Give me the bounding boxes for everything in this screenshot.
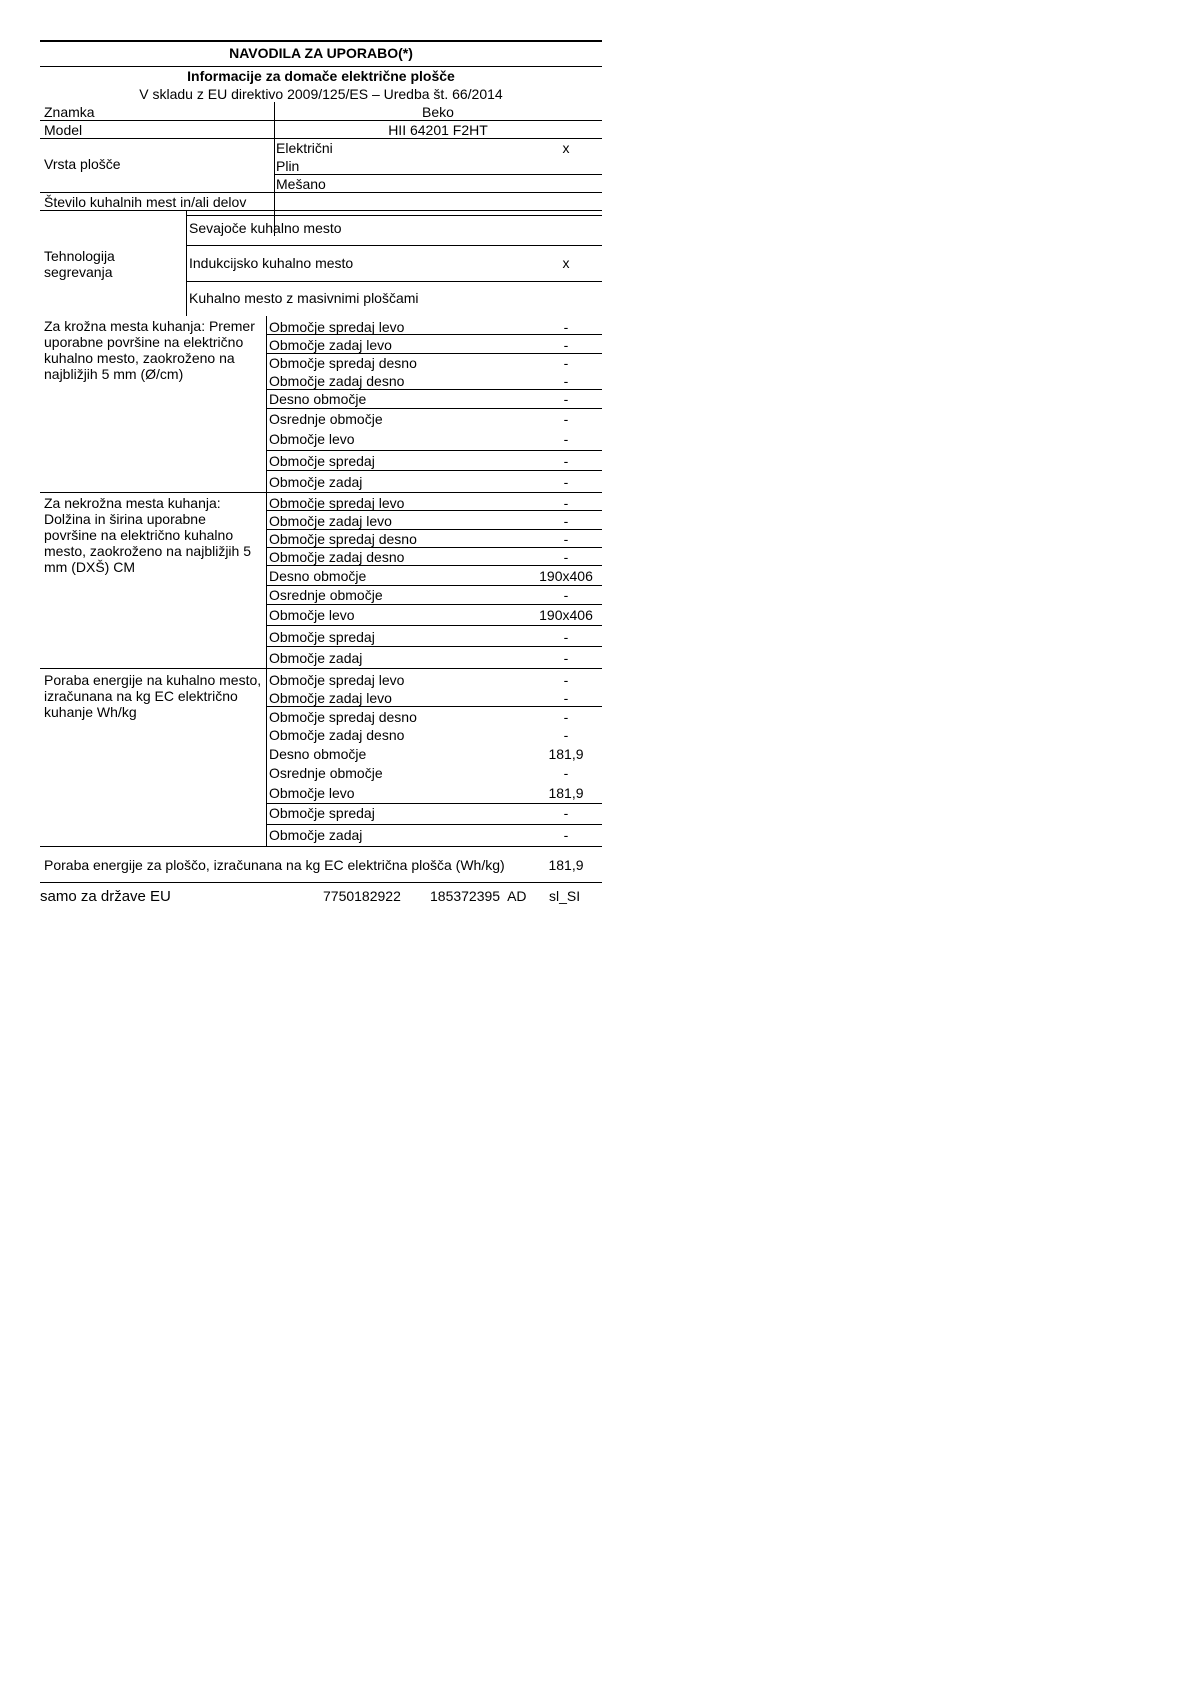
zone-value: - [563, 495, 569, 511]
divider [40, 882, 602, 883]
zone-label: Območje zadaj [269, 474, 363, 490]
total-energy-label: Poraba energije za ploščo, izračunana na kg EC električna plošča (Wh/kg) [44, 857, 505, 873]
zone-value: - [563, 709, 569, 725]
zone-label: Območje zadaj levo [269, 690, 392, 706]
heating-label: Tehnologija segrevanja [44, 248, 115, 280]
model-value: HII 64201 F2HT [388, 122, 488, 138]
column-divider [186, 210, 187, 316]
divider [266, 334, 602, 335]
directive-text: V skladu z EU direktivo 2009/125/ES – Uredba št. 66/2014 [139, 86, 503, 102]
hob-type-option: Električni [276, 140, 333, 156]
divider [40, 210, 602, 211]
zone-value: - [563, 411, 569, 427]
zone-label: Območje spredaj desno [269, 355, 417, 371]
divider [40, 138, 602, 139]
zone-label: Desno območje [269, 746, 367, 762]
zone-label: Območje spredaj [269, 453, 375, 469]
zone-value: - [563, 827, 569, 843]
zone-label: Območje zadaj desno [269, 549, 405, 565]
footer-locale: sl_SI [549, 888, 581, 904]
zone-value: - [563, 549, 569, 565]
heating-mark: x [562, 255, 570, 271]
divider [266, 389, 602, 390]
divider [40, 846, 602, 847]
divider [266, 585, 602, 586]
divider [266, 547, 602, 548]
zone-value: - [563, 355, 569, 371]
zone-label: Desno območje [269, 568, 367, 584]
zone-value: - [563, 453, 569, 469]
zone-label: Območje spredaj desno [269, 709, 417, 725]
zone-label: Območje zadaj levo [269, 337, 392, 353]
divider [40, 192, 602, 193]
zone-label: Območje spredaj levo [269, 672, 405, 688]
column-divider [266, 316, 267, 846]
zone-value: - [563, 319, 569, 335]
zone-label: Območje spredaj levo [269, 495, 405, 511]
zone-label: Desno območje [269, 391, 367, 407]
zone-label: Območje zadaj levo [269, 513, 392, 529]
energy-label: Poraba energije na kuhalno mesto, izračunana na kg EC električno kuhanje Wh/kg [44, 672, 262, 720]
brand-value: Beko [422, 104, 454, 120]
zone-value: - [563, 337, 569, 353]
zone-value: - [563, 391, 569, 407]
divider [266, 824, 602, 825]
divider [266, 510, 602, 511]
hob-type-option: Mešano [276, 176, 326, 192]
doc-subtitle: Informacije za domače električne plošče [187, 68, 455, 84]
zone-label: Območje zadaj [269, 827, 363, 843]
zone-value: - [563, 474, 569, 490]
zone-label: Območje spredaj levo [269, 319, 405, 335]
divider [40, 668, 602, 669]
zone-value: 181,9 [548, 785, 584, 801]
zone-value: - [563, 690, 569, 706]
zone-value: - [563, 431, 569, 447]
zone-label: Območje zadaj desno [269, 373, 405, 389]
zone-label: Osrednje območje [269, 587, 383, 603]
zone-value: - [563, 727, 569, 743]
divider [40, 492, 602, 493]
divider [266, 408, 602, 409]
top-rule [40, 40, 602, 42]
zone-label: Območje levo [269, 785, 355, 801]
eu-only-text: samo za države EU [40, 888, 171, 905]
hob-type-option: Plin [276, 158, 300, 174]
circular-label: Za krožna mesta kuhanja: Premer uporabne površine na električno kuhalno mesto, zaokroženo na najbližjih 5 mm (Ø/cm) [44, 318, 255, 382]
zone-value: 190x406 [539, 568, 593, 584]
divider [266, 604, 602, 605]
zone-value: - [563, 765, 569, 781]
divider [266, 353, 602, 354]
zone-label: Osrednje območje [269, 765, 383, 781]
zone-label: Območje levo [269, 431, 355, 447]
divider [266, 803, 602, 804]
zone-label: Območje spredaj desno [269, 531, 417, 547]
footer-code-2: 185372395 AD [430, 888, 527, 904]
hob-type-label: Vrsta plošče [44, 156, 121, 172]
divider [274, 174, 602, 175]
divider [266, 529, 602, 530]
model-label: Model [44, 122, 83, 138]
noncircular-label: Za nekrožna mesta kuhanja: Dolžina in širina uporabne površine na električno kuhalno mesto, zaokroženo na najbližjih 5 mm (DXŠ) CM [44, 495, 252, 575]
zone-label: Osrednje območje [269, 411, 383, 427]
zone-label: Območje spredaj [269, 629, 375, 645]
divider [186, 245, 602, 246]
zone-label: Območje spredaj [269, 805, 375, 821]
zones-count-label: Število kuhalnih mest in/ali delov [44, 194, 247, 210]
brand-label: Znamka [44, 104, 95, 120]
divider [266, 706, 602, 707]
zone-value: - [563, 805, 569, 821]
zone-value: - [563, 587, 569, 603]
zone-value: - [563, 513, 569, 529]
zone-value: - [563, 672, 569, 688]
zone-value: 181,9 [548, 746, 584, 762]
zone-label: Območje zadaj [269, 650, 363, 666]
heating-option: Sevajoče kuhalno mesto [189, 220, 342, 236]
total-energy-value: 181,9 [548, 857, 584, 873]
zone-value: - [563, 629, 569, 645]
divider [266, 450, 602, 451]
doc-title: NAVODILA ZA UPORABO(*) [229, 45, 413, 61]
divider [186, 281, 602, 282]
divider [266, 646, 602, 647]
zone-label: Območje zadaj desno [269, 727, 405, 743]
heating-option: Kuhalno mesto z masivnimi ploščami [189, 290, 419, 306]
zone-value: - [563, 373, 569, 389]
zone-value: - [563, 531, 569, 547]
divider [266, 565, 602, 566]
zone-label: Območje levo [269, 607, 355, 623]
divider [40, 120, 602, 121]
divider [40, 66, 602, 67]
zone-value: - [563, 650, 569, 666]
footer-code-1: 7750182922 [323, 888, 401, 904]
hob-type-mark: x [562, 140, 570, 156]
zone-value: 190x406 [539, 607, 593, 623]
divider [266, 625, 602, 626]
divider [266, 470, 602, 471]
heating-option: Indukcijsko kuhalno mesto [189, 255, 354, 271]
divider [186, 215, 602, 216]
